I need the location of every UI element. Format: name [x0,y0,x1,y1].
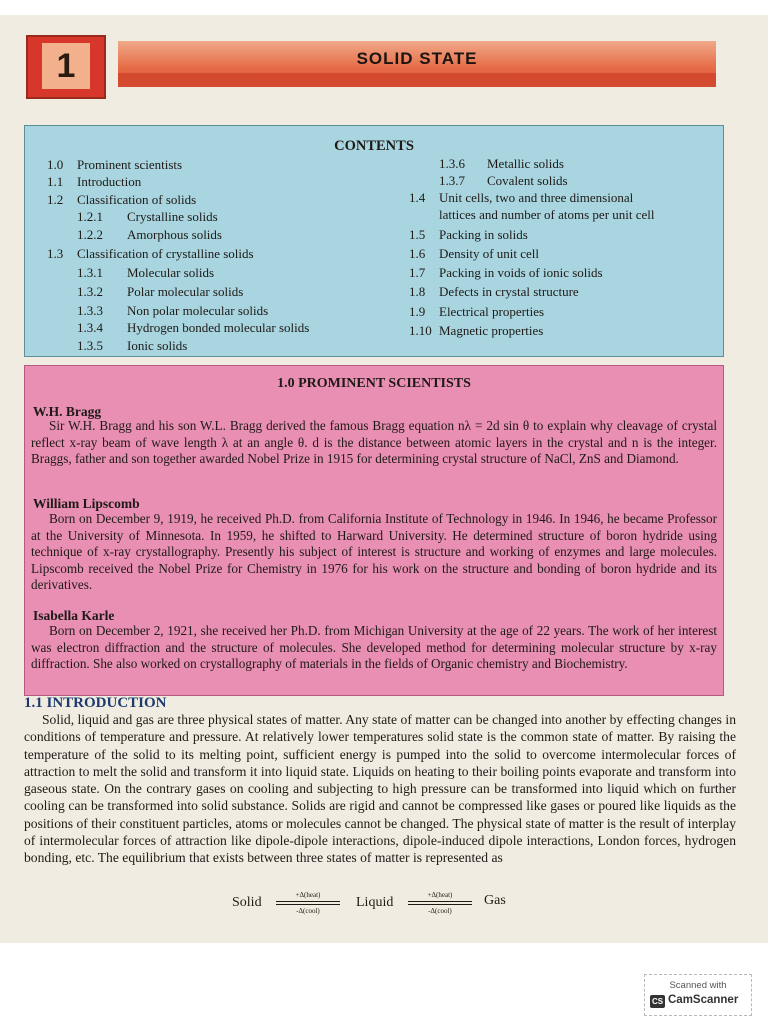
chapter-number: 1 [42,43,90,89]
eq-solid: Solid [232,895,262,910]
scientist-name: W.H. Bragg [33,404,102,419]
eq-liquid: Liquid [356,895,394,910]
chapter-number-box [26,35,106,99]
scientist-bio: Sir W.H. Bragg and his son W.L. Bragg derived the famous Bragg equation nλ = 2d sin θ to explain why cleavage of crystal reflect x-ray beam of wave length λ at an angle θ. d is the distance between atomic layers in the crystal and n is the integer. Braggs, father and son together awarded Nobel Prize in 1915 for determining crystal structure of NaCl, ZnS and Diamond. [31,418,717,466]
scientist-name: Isabella Karle [33,608,115,623]
eq-gas: Gas [484,893,506,908]
section-title: 1.0 PROMINENT SCIENTISTS [277,376,471,391]
chapter-title: SOLID STATE [356,49,478,68]
introduction-paragraph: Solid, liquid and gas are three physical states of matter. Any state of matter can be changed into another by effecting changes in conditions of temperature and pressure. At relatively lower temperatures solid state is the common state of matter. By raising the temperature of the solid to its melting point, sufficient energy is pumped into the solid to overcome intermolecular forces of attraction to melt the solid and transform it into liquid state. Liquids on heating to their boiling points evaporate and transform into gaseous state. On the contrary gases on cooling and subjecting to high pressure can be transformed into liquid which on further cooling can be transformed into solid substance. Solids are rigid and cannot be compressed like gases or poured like liquids as the positions of their constituent particles, atoms or molecules cannot be changed. The physical state of matter is the result of interplay of intermolecular forces of attraction like dipole-dipole interactions, dipole-induced dipole interactions, London forces, hydrogen bonding, etc. The equilibrium that exists between three states of matter is represented as [24,712,736,866]
scientist-name: William Lipscomb [33,496,140,511]
book-page [0,15,768,943]
scientist-bio: Born on December 2, 1921, she received her Ph.D. from Michigan University at the age of 22 years. The work of her interest was electron diffraction and the structure of molecules. She developed method for determining molecular structure by x-ray diffraction. She also worked on crystallography of materials in the fields of Organic chemistry and Biochemistry. [31,623,717,671]
camscanner-icon: CS [651,997,664,1006]
reversible-arrow: +Δ(heat) -Δ(cool) [404,891,476,915]
prominent-scientists-box [24,365,724,696]
chapter-banner [26,35,718,101]
introduction-heading: 1.1 INTRODUCTION [24,695,167,711]
reversible-arrow: +Δ(heat) -Δ(cool) [272,891,344,915]
scientist-bio: Born on December 9, 1919, he received Ph.D. from California Institute of Technology in 1946. In 1946, he became Professor at the University of Minnesota. In 1959, he shifted to Harward University. He determined structure of boron hydride using technique of x-ray crystallography. Presently his subject of interest is structure and working of enzymes and large molecules. Lipscomb received the Nobel Prize for Chemistry in 1976 for his work on the structure and bonding of boron hydride and its derivatives. [31,511,717,592]
contents-title: CONTENTS [334,138,414,154]
contents-box: CONTENTS 1.0 Prominent scientists 1.1 Introduction 1.2 Classification of solids 1.2.1 Crystalline solids 1.2.2 Amorphous solids 1.3 Classification of crystalline solids 1.3.1 Molecular solids 1.3.2 Polar molecular solids 1.3.3 Non polar molecular solids 1.3.4 Hydrogen bonded molecular solids 1.3.5 Ionic solids 1.3.6 Metallic solids 1.3.7 Covalent solids 1.4 Unit cells, two and three dimensional lattices and number of atoms per unit cell 1.5 Packing in solids 1.6 Density of unit cell 1.7 Packing in voids of ionic solids 1.8 Defects in crystal structure 1.9 Electrical properties 1.10 Magnetic properties [24,125,724,357]
camscanner-badge: Scanned with CS CamScanner [644,974,752,1016]
chapter-title-bar [118,41,716,87]
